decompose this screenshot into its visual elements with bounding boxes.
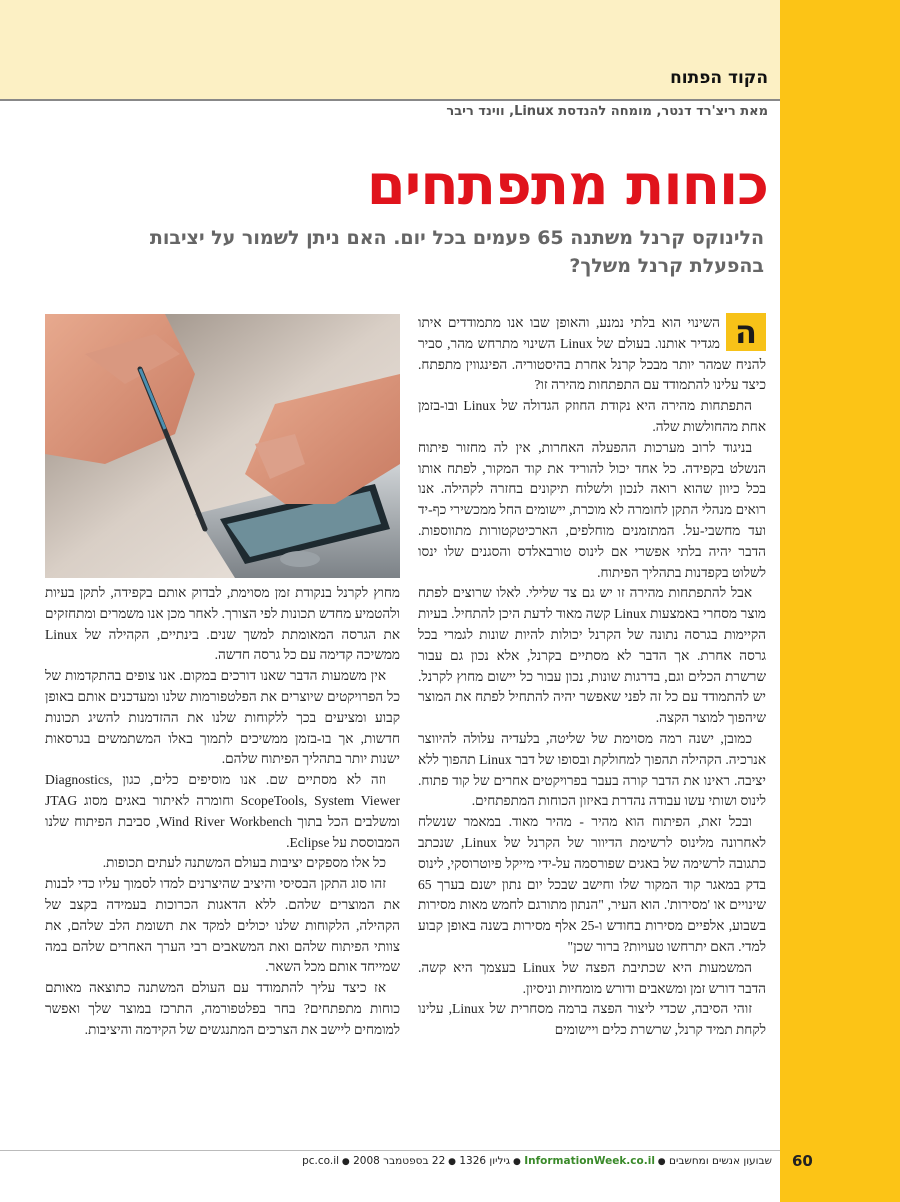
article-column-left	[45, 583, 400, 1143]
paragraph: כל אלו מספקים יציבות בעולם המשתנה לעתים תכופות.	[102, 855, 386, 871]
footer-rule	[0, 1150, 780, 1151]
footer-domain-link[interactable]: pc.co.il	[302, 1155, 340, 1167]
header-band	[0, 0, 780, 100]
yellow-side-strip	[780, 0, 900, 1202]
section-label: הקוד הפתוח	[670, 68, 768, 88]
paragraph: וזה לא מסתיים שם. אנו מוסיפים כלים, כגון Diagnostics, ScopeTools, System Viewer וחומרה לאיתור באגים מסוג JTAG ומשלבים הכל בתוך Wind River Workbench, סביבת הפיתוח שלנו המבוססת על Eclipse.	[45, 772, 400, 850]
paragraph: אבל להתפתחות מהירה זו יש גם צד שלילי. לאלו שרוצים לפתח מוצר מסחרי באמצעות Linux קשה מאוד לדעת היכן להתחיל. בעיות הקיימות בגרסה נתונה של הקרנל יכולות להיות שונות לגמרי בכל גרסה אחרת. אך הדבר לא מסתיים בקרנל, אלא נכון גם עבור שרשרת הכלים וגם, בדרגות שונות, נכון עבור כל יישום מחוץ לקרנל. יש להתמודד עם כל זה לפני שאפשר יהיה להתחיל לפתח את המוצר שיהפוך למוצר הקצה.	[418, 585, 766, 726]
paragraph: התפתחות מהירה היא נקודת החוזק הגדולה של Linux ובו-בזמן אחת מהחולשות שלה.	[418, 398, 766, 434]
paragraph: השינוי הוא בלתי נמנע, והאופן שבו אנו מתמודדים איתו מגדיר אותנו. בעולם של Linux השינוי מתרחש מהר, סביר להניח שמהר יותר מבכל קרנל אחרת בהיסטוריה. הפינגווין מתפתח. כיצד עלינו להתמודד עם התפתחות מהירה זו?	[418, 315, 766, 393]
footer-date: 22 בספטמבר 2008	[353, 1155, 446, 1167]
paragraph: ובכל זאת, הפיתוח הוא מהיר - מהיר מאוד. במאמר שנשלח לאחרונה מלינוס לרשימת הדיוור של הקרנל של Linux, שנכתב כתגובה לרשימה של באגים שפורסמה על-ידי מייקל פיוטרוסקי, לינוס בדק במאגר קוד המקור שלו וחישב שבכל יום נתון ישנם בערך 65 שינויים או 'מסירות'. הוא העיר, "הנתון מתורגם לחמש מאות מסירות בשבוע, אלפיים מסירות בחודש ו-25 אלף מסירות בשנה באופן קבוע למדי. האם יתרחשו טעויות? ברור שכן"	[418, 814, 766, 954]
photo-hand-with-stylus-on-pda	[45, 314, 400, 578]
paragraph: מחוץ לקרנל בנקודת זמן מסוימת, לבדוק אותם בקפידה, לתקן בעיות ולהטמיע מחדש תכונות לפי הצורך. לאחר מכן אנו משמרים ומתחזקים את הגרסה המאומתת למשך שנים. בינתיים, הקהילה של Linux ממשיכה קדימה עם כל גרסה חדשה.	[45, 585, 400, 663]
article-column-right	[418, 313, 766, 1145]
paragraph: כמובן, ישנה רמה מסוימת של שליטה, בלעדיה עלולה להיווצר אנרכיה. הקהילה תהפוך למחולקת ובסופו של דבר Linux תהפוך ללא יציבה. ראינו את הדבר קורה בעבר בפרויקטים אחרים של קוד פתוח. לינוס ושותי עשו עבודה נהדרת באיזון הכוחות המתפתחים.	[418, 730, 766, 809]
byline: מאת ריצ'רד דנטר, מומחה להנדסת Linux, ווינד ריבר	[446, 104, 768, 119]
paragraph: זהו סוג התקן הבסיסי והיציב שהיצרנים למדו לסמוך עליו כדי לבנות את המוצרים שלהם. ללא הדאגות הכרוכות בעמידה בקצב של הקהילה, הלקוחות שלנו יכולים למקד את תשומת הלב שלהם, את צוותי הפיתוח שלהם ואת המשאבים רבי הערך האחרים שלהם במה שמייחד אותם מכל השאר.	[45, 876, 400, 975]
photo-illustration	[45, 314, 400, 578]
paragraph: זוהי הסיבה, שכדי ליצור הפצה ברמה מסחרית של Linux, עלינו לקחת תמיד קרנל, שרשרת כלים ויישומים	[418, 1001, 766, 1038]
paragraph: המשמעות היא שכתיבת הפצה של Linux בעצמך היא קשה. הדבר דורש זמן ומשאבים ודורש מומחיות וניסיון.	[418, 959, 766, 996]
page-footer: שבועון אנשים ומחשבים ● InformationWeek.co.il ● גיליון 1326 ● 22 בספטמבר 2008 ● pc.co.il	[302, 1155, 772, 1167]
paragraph: אין משמעות הדבר שאנו דורכים במקום. אנו צופים בהתקדמות של כל הפרויקטים שיוצרים את הפלטפורמות שלנו ומעדכנים אותם באופן קבוע ומציעים בכך ללקוחות שלנו את ההזדמנות להשיג תכונות חדשות, אך בו-בזמן ממשיכים לתמוך באלו המשתמשים בגרסאות ישנות יותר בתהליך הפיתוח שלהם.	[45, 668, 400, 767]
paragraph: בניגוד לרוב מערכות ההפעלה האחרות, אין לה מחזור פיתוח הנשלט בקפידה. כל אחד יכול להוריד את קוד המקור, לפתח אותו בכל כיוון שהוא רואה לנכון ולשלוח תיקונים בחזרה לקהילה. אנו רואים מנהלי התקן לחומרה לא מוכרת, יישומים החל ממכשירי כף-יד ועד מחשבי-על. המתזמנים מוחלפים, הארכיטקטורות מתווספות. הדבר יהיה בלתי אפשרי אם לינוס טורבאלדס והסגנים שלו ינסו לשלוט בקפדנות בתהליך הפיתוח.	[418, 439, 766, 580]
paragraph: אז כיצד עליך להתמודד עם העולם המשתנה כתוצאה מאותם כוחות מתפתחים? בחר בפלטפורמה, התרכז במוצר שלך ואפשר למומחים ליישב את הצרכים המתנגשים של הקידמה והיציבות.	[45, 980, 400, 1037]
page-number: 60	[792, 1152, 813, 1170]
header-rule	[0, 99, 780, 101]
drop-cap: ה	[726, 313, 766, 351]
footer-site-link[interactable]: InformationWeek.co.il	[524, 1155, 655, 1167]
subheadline: הלינוקס קרנל משתנה 65 פעמים בכל יום. האם ניתן לשמור על יציבות בהפעלת קרנל משלך?	[149, 227, 764, 277]
footer-issue: גיליון 1326	[459, 1155, 511, 1167]
headline: כוחות מתפתחים	[366, 153, 768, 218]
footer-magazine: שבועון אנשים ומחשבים	[669, 1155, 772, 1167]
